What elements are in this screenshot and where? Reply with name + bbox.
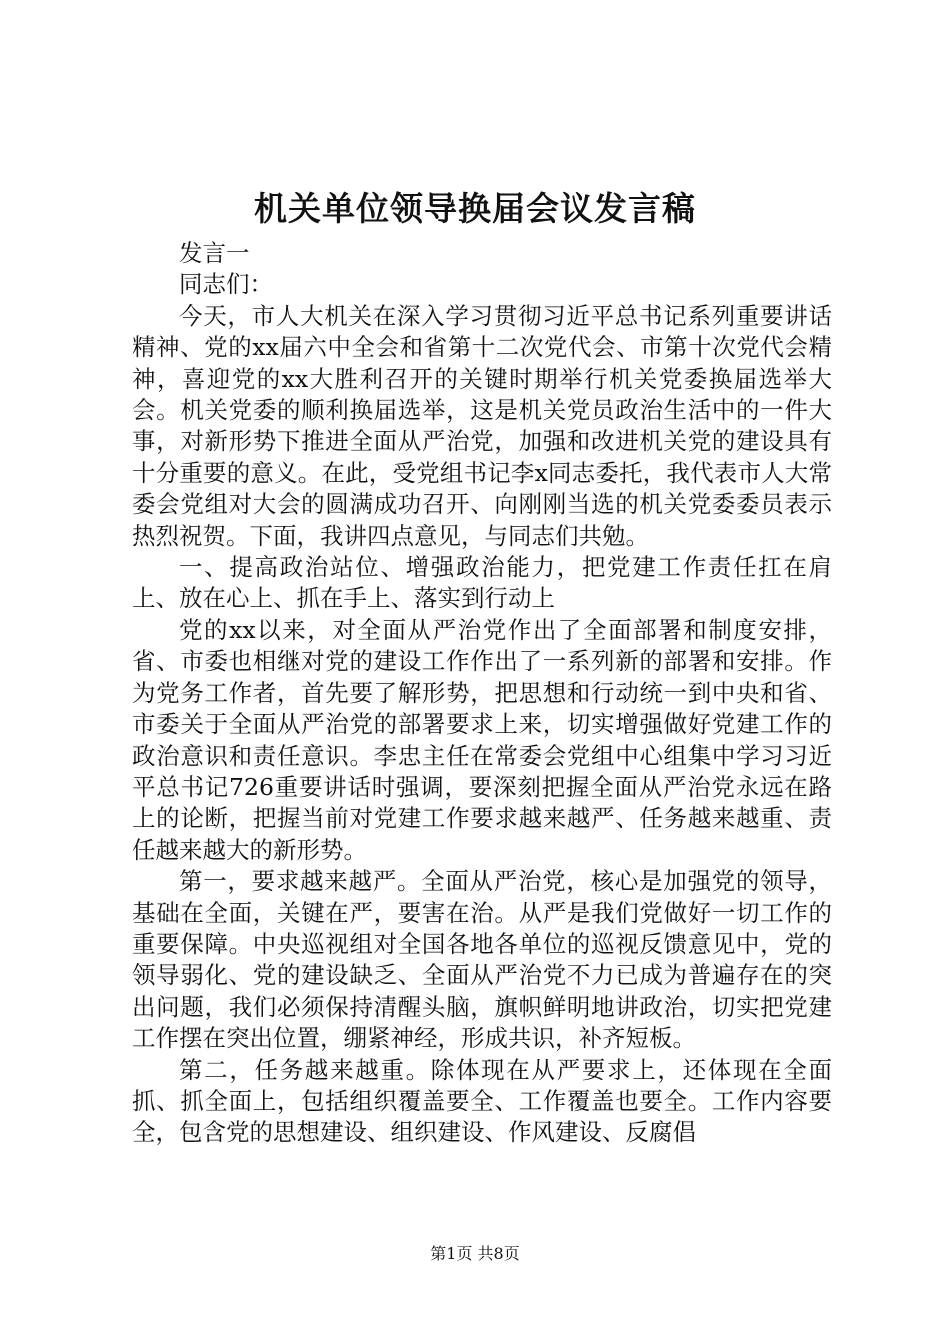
paragraph-section-one-body: 党的xx以来，对全面从严治党作出了全面部署和制度安排，省、市委也相继对党的建设工作作出了一系列新的部署和安排。作为党务工作者，首先要了解形势，把思想和行动统一到中央和省、市委关于全面从严治党的部署要求上来，切实增强做好党建工作的政治意识和责任意识。李忠主任在常委会党组中心组集中学习习近平总书记726重要讲话时强调，要深刻把握全面从严治党永远在路上的论断，把握当前对党建工作要求越来越严、任务越来越重、责任越来越大的新形势。 — [132, 615, 832, 864]
paragraph-point-first: 第一，要求越来越严。全面从严治党，核心是加强党的领导，基础在全面，关键在严，要害在治。从严是我们党做好一切工作的重要保障。中央巡视组对全国各地各单位的巡视反馈意见中，党的领导弱化、党的建设缺乏、全面从严治党不力已成为普遍存在的突出问题，我们必须保持清醒头脑，旗帜鲜明地讲政治，切实把党建工作摆在突出位置，绷紧神经，形成共识，补齐短板。 — [132, 867, 832, 1053]
document-title: 机关单位领导换届会议发言稿 — [254, 189, 696, 228]
paragraph-section-one-heading: 一、提高政治站位、增强政治能力，把党建工作责任扛在肩上、放在心上、抓在手上、落实到行动上 — [132, 553, 832, 613]
page-number-footer: 第1页 共8页 — [430, 1244, 520, 1263]
paragraph-salutation: 同志们： — [179, 270, 273, 299]
paragraph-speech-heading: 发言一 — [179, 239, 250, 267]
paragraph-intro: 今天，市人大机关在深入学习贯彻习近平总书记系列重要讲话精神、党的xx届六中全会和省第十二次党代会、市第十次党代会精神，喜迎党的xx大胜利召开的关键时期举行机关党委换届选举大会。机关党委的顺利换届选举，这是机关党员政治生活中的一件大事，对新形势下推进全面从严治党，加强和改进机关党的建设具有十分重要的意义。在此，受党组书记李x同志委托，我代表市人大常委会党组对大会的圆满成功召开、向刚刚当选的机关党委委员表示热烈祝贺。下面，我讲四点意见，与同志们共勉。 — [132, 301, 832, 550]
paragraph-point-second: 第二，任务越来越重。除体现在从严要求上，还体现在全面抓、抓全面上，包括组织覆盖要全、工作覆盖也要全。工作内容要全，包含党的思想建设、组织建设、作风建设、反腐倡 — [132, 1055, 832, 1147]
document-body — [132, 238, 832, 1149]
